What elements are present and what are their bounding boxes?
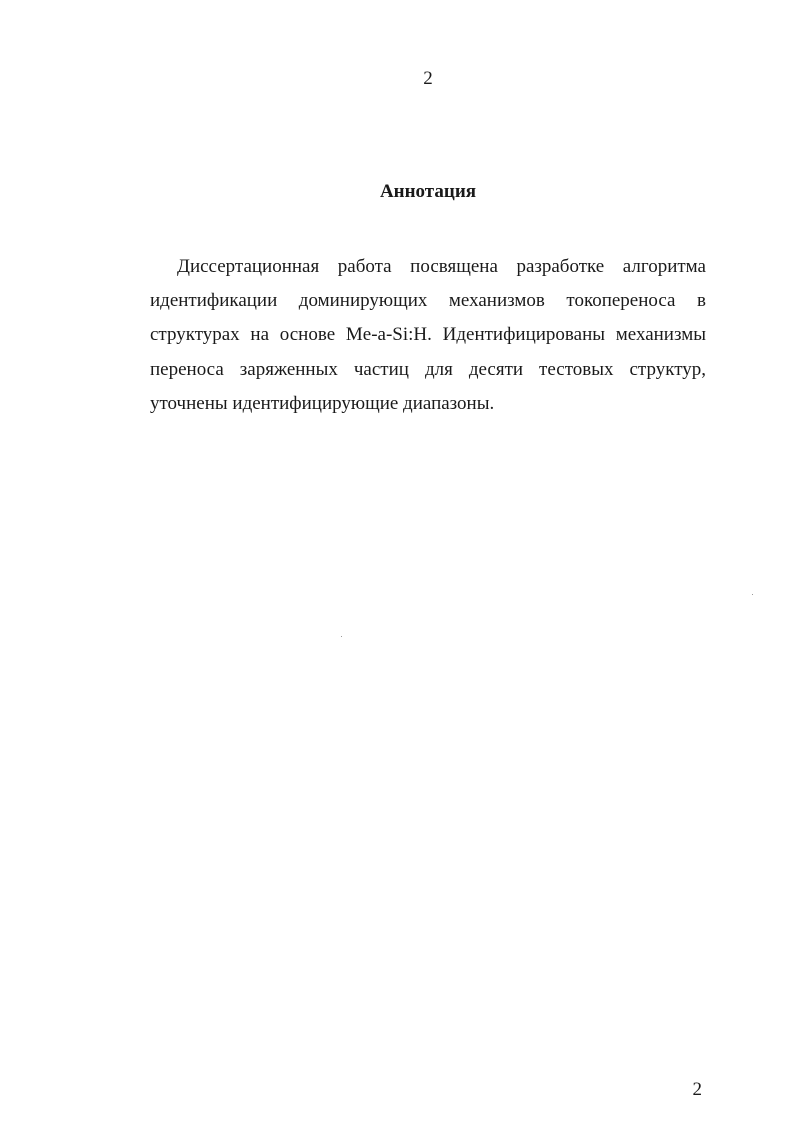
abstract-paragraph: Диссертационная работа посвящена разработке алгоритма идентификации доминирующих механизмов токопереноса в структурах на основе Me-a-Si:H. Идентифицированы механизмы переноса заряженных частиц для десяти тестовых структур, уточнены идентифицирующие диапазоны. <box>150 256 706 414</box>
scan-speck <box>341 636 342 637</box>
scan-speck <box>752 594 753 595</box>
section-heading: Аннотация <box>379 181 477 202</box>
page-number-top: 2 <box>423 68 433 89</box>
page-number-bottom: 2 <box>692 1079 702 1100</box>
